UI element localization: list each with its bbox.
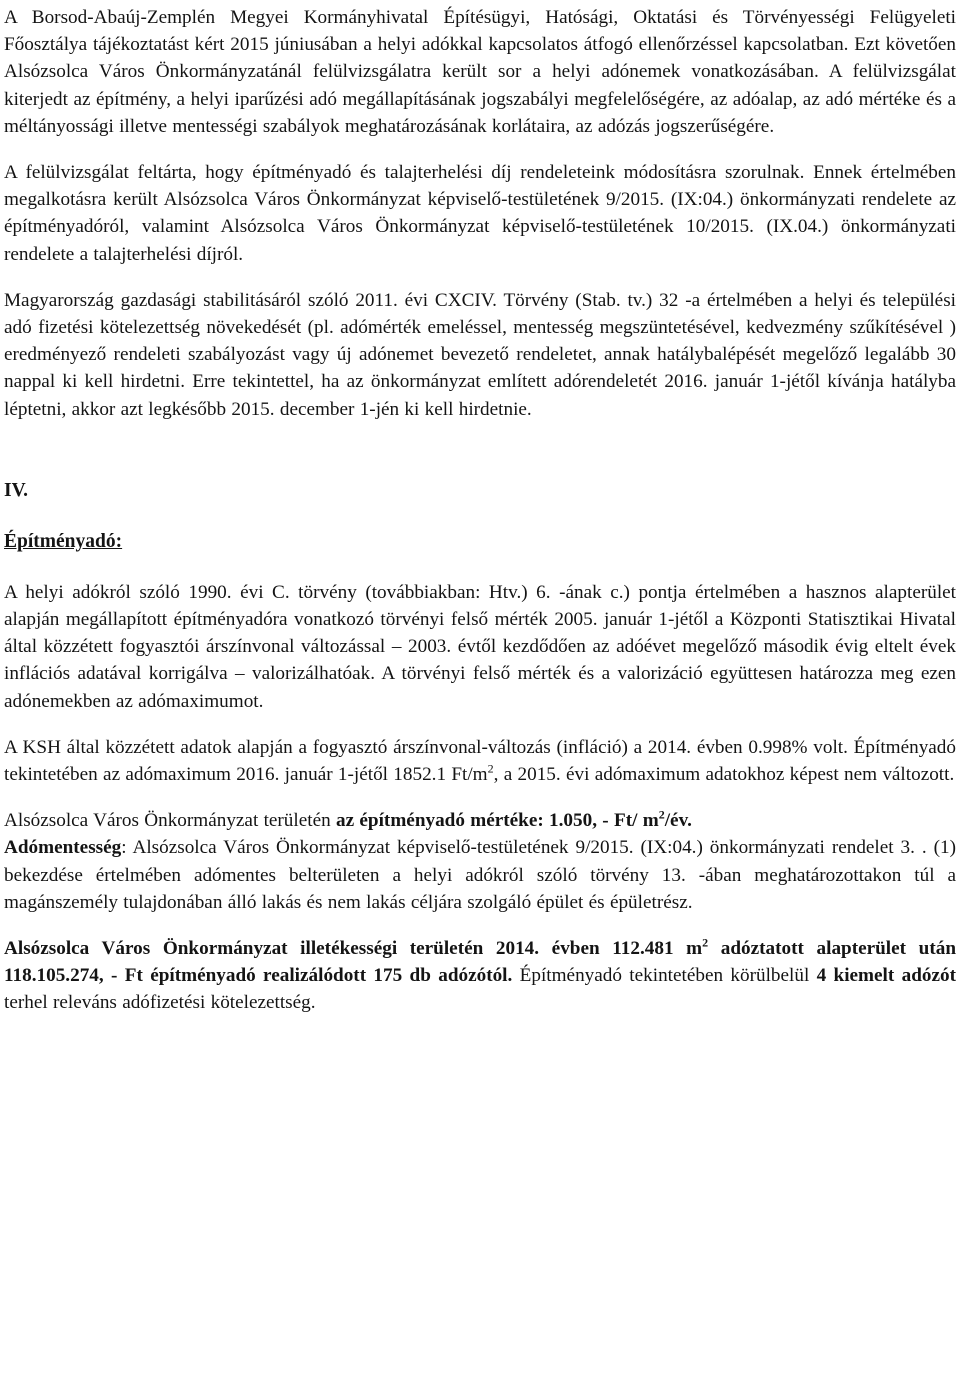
exemption-text: : Alsózsolca Város Önkormányzat képviselő-testületének 9/2015. (IX:04.) önkormányzati rendelet 3. . (1) bekezdése értelmében adómentes belterületen a helyi adókról szóló törvény 13. -ában meghatározottakon túl a magánszemély tulajdonában álló lakás és nem lakás céljára szolgáló épület és épületrész. — [4, 837, 956, 913]
revenue-sup: 2 — [702, 935, 709, 950]
revenue-text-a: Alsózsolca Város Önkormányzat illetékességi területén 2014. évben 112.481 m — [4, 938, 703, 960]
inflation-text-b: , a 2015. évi adómaximum adatokhoz képest nem változott. — [493, 764, 955, 786]
paragraph-local-tax-law: A helyi adókról szóló 1990. évi C. törvény (továbbiakban: Htv.) 6. -ának c.) pontja értelmében a hasznos alapterület alapján megállapított építményadóra vonatkozó törvényi felső mérték 2005. január 1-jétől a Központi Statisztikai Hivatal által közzétett fogyasztói árszínvonal változással – 2003. évtől kezdődően az adóévet megelőző második évig eltelt évek inflációs adatával korrigálva – valorizálhatóak. A törvényi felső mérték és a valorizáció együttesen határozza meg ezen adónemekben az adómaximumot. — [4, 581, 956, 712]
tax-rate-unit: /év. — [664, 810, 692, 832]
revenue-text-b: adóztatott alapterület után 118.105.274, - Ft építményadó realizálódott 175 db adózótól. — [4, 938, 956, 987]
tax-rate-text-a: Alsózsolca Város Önkormányzat területén — [4, 810, 336, 832]
revenue-text-e: terhel releváns adófizetési kötelezettség. — [4, 992, 316, 1014]
tax-rate-value: az építményadó mértéke: 1.050, - Ft/ m — [336, 810, 659, 832]
revenue-key-taxpayers: 4 kiemelt adózót — [816, 965, 956, 987]
paragraph-review-request: A Borsod-Abaúj-Zemplén Megyei Kormányhivatal Építésügyi, Hatósági, Oktatási és Törvényességi Felügyeleti Főosztálya tájékoztatást kért 2015 júniusában a helyi adókkal kapcsolatos átfogó ellenőrzéssel kapcsolatban. Ezt követően Alsózsolca Város Önkormányzatánál felülvizsgálatra került sor a helyi adónemek vonatkozásában. A felülvizsgálat kiterjedt az építmény, a helyi iparűzési adó megállapításának jogszabályi megfelelőségére, az adóalap, az adó mértéke és a méltányossági illetve mentességi szabályok meghatározásának korlátaira, az adózás jogszerűségére. — [4, 7, 956, 137]
tax-rate-sup: 2 — [658, 807, 665, 822]
exemption-label: Adómentesség — [4, 837, 122, 859]
inflation-text-a: A KSH által közzétett adatok alapján a fogyasztó árszínvonal-változás (infláció) a 2014. évben 0.998% volt. Építményadó tekintetében az adómaximum 2016. január 1-jétől 1852.1 Ft/m — [4, 736, 956, 786]
section-number: IV. — [4, 479, 29, 501]
paragraph-tax-revenue — [4, 935, 956, 1017]
revenue-text-c: Építményadó tekintetében körülbelül — [512, 965, 817, 987]
section-title: Építményadó: — [4, 530, 123, 552]
inflation-sup: 2 — [487, 761, 494, 776]
paragraph-tax-rate — [4, 807, 956, 916]
paragraph-inflation — [4, 734, 956, 788]
paragraph-stability-law: Magyarország gazdasági stabilitásáról szóló 2011. évi CXCIV. Törvény (Stab. tv.) 32 -a értelmében a helyi és települési adó fizetési kötelezettség növekedését (pl. adómérték emeléssel, mentesség megszüntetésével, kedvezmény szűkítésével ) eredményező rendeleti szabályozást vagy új adónemet bevezető rendeletet, annak hatálybalépését megelőző legalább 30 nappal ki kell hirdetni. Erre tekintettel, ha az önkormányzat említett adórendeletét 2016. január 1-jétől kívánja hatályba léptetni, akkor azt legkésőbb 2015. december 1-jén ki kell hirdetnie. — [4, 289, 956, 420]
paragraph-review-findings: A felülvizsgálat feltárta, hogy építményadó és talajterhelési díj rendeleteink módosításra szorulnak. Ennek értelmében megalkotásra került Alsózsolca Város Önkormányzat képviselő-testületének 9/2015. (IX:04.) önkormányzati rendelete az építményadóról, valamint Alsózsolca Város Önkormányzat képviselő-testületének 10/2015. (IX.04.) önkormányzati rendelete a talajterhelési díjról. — [4, 162, 956, 265]
